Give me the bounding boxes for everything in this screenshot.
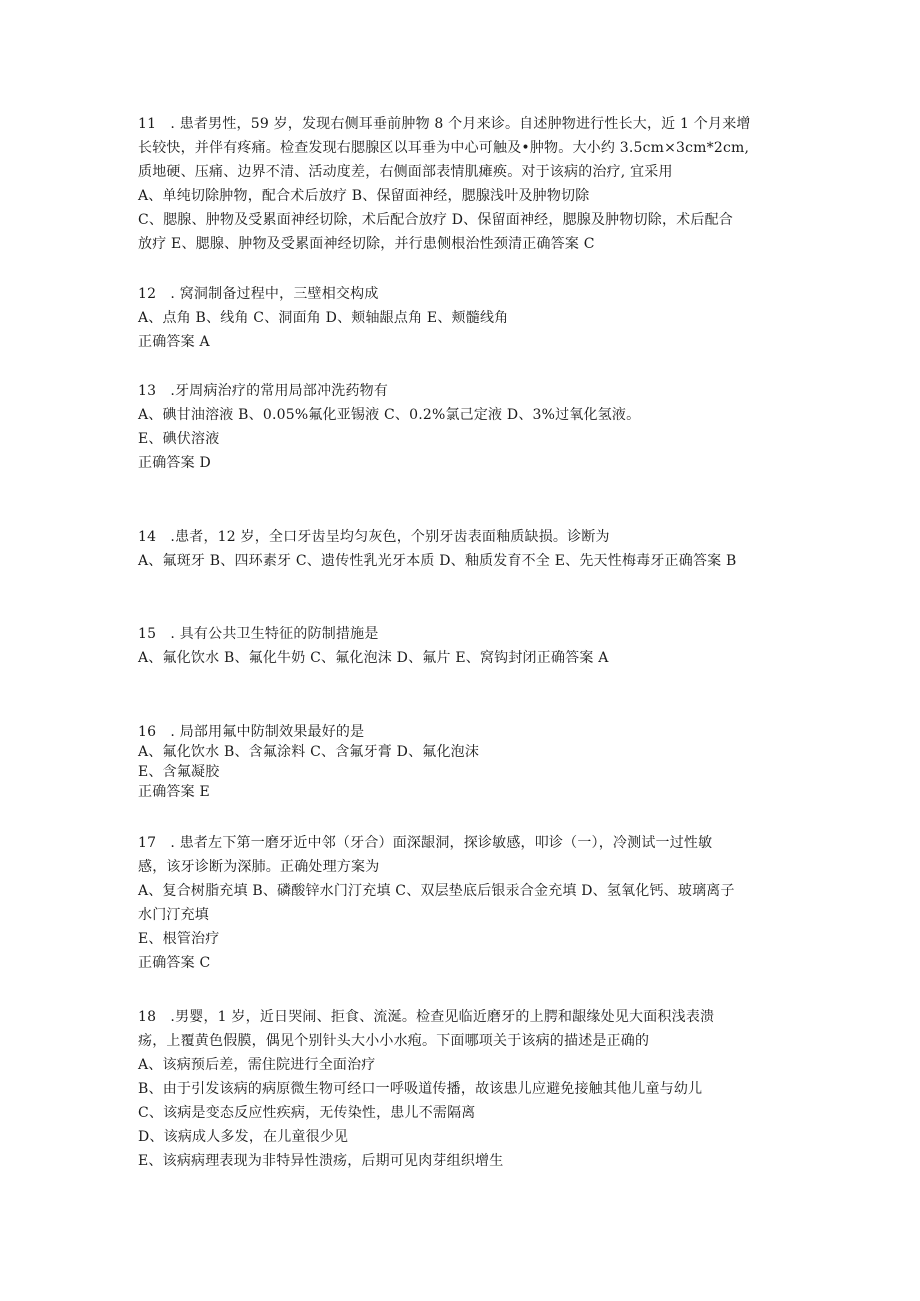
question-17	[138, 831, 798, 975]
question-16-options-line-1: A、氟化饮水 B、含氟涂料 C、含氟牙膏 D、氟化泡沫	[138, 744, 480, 760]
question-12-stem: 12 . 窝洞制备过程中，三壁相交构成	[138, 286, 379, 302]
question-13-answer: 正确答案 D	[138, 455, 211, 471]
question-13	[138, 379, 798, 475]
question-18-stem-line-1: 18 .男婴，1 岁，近日哭闹、拒食、流涎。检查见临近磨牙的上腭和龈缘处见大面积浅表溃	[138, 1009, 715, 1025]
question-16-stem: 16 . 局部用氟中防制效果最好的是	[138, 724, 365, 740]
question-11-stem-line-3: 质地硬、压痛、边界不清、活动度差，右侧面部表情肌瘫痪。对于该病的治疗, 宜采用	[138, 164, 673, 180]
question-18	[138, 1005, 798, 1173]
question-16-answer: 正确答案 E	[138, 784, 210, 800]
question-18-stem-line-2: 疡，上覆黄色假膜，偶见个别针头大小小水疱。下面哪项关于该病的描述是正确的	[138, 1033, 650, 1049]
question-18-option-c: C、该病是变态反应性疾病，无传染性，患儿不需隔离	[138, 1105, 476, 1121]
question-16	[138, 722, 798, 802]
question-11-stem-line-1: 11 . 患者男性，59 岁，发现右侧耳垂前肿物 8 个月来诊。自述肿物进行性长大，近 1 个月来增	[138, 116, 751, 132]
question-16-options-line-2: E、含氟凝胶	[138, 764, 220, 780]
question-18-option-a: A、该病预后差，需住院进行全面治疗	[138, 1057, 376, 1073]
question-17-stem-line-1: 17 . 患者左下第一磨牙近中邻（牙合）面深龈洞，探诊敏感，叩诊（一），冷测试一过性敏	[138, 835, 713, 851]
question-17-answer: 正确答案 C	[138, 955, 211, 971]
question-11	[138, 112, 798, 256]
question-15-options: A、氟化饮水 B、氟化牛奶 C、氟化泡沫 D、氟片 E、窝钩封闭正确答案 A	[138, 650, 609, 666]
question-12-answer: 正确答案 A	[138, 334, 210, 350]
question-14-options: A、氟斑牙 B、四环素牙 C、遗传性乳光牙本质 D、釉质发育不全 E、先天性梅毒牙正确答案 B	[138, 553, 737, 569]
question-18-option-d: D、该病成人多发，在儿童很少见	[138, 1129, 349, 1145]
question-11-options-line-3: 放疗 E、腮腺、肿物及受累面神经切除，并行患侧根治性颈清正确答案 C	[138, 236, 595, 252]
question-18-option-b: B、由于引发该病的病原微生物可经口一呼吸道传播，故该患儿应避免接触其他儿童与幼儿	[138, 1081, 703, 1097]
question-14	[138, 525, 798, 573]
question-11-options-line-2: C、腮腺、肿物及受累面神经切除，术后配合放疗 D、保留面神经，腮腺及肿物切除，术后配合	[138, 212, 733, 228]
question-18-option-e: E、该病病理表现为非特异性溃疡，后期可见肉芽组织增生	[138, 1153, 504, 1169]
question-17-options-line-3: E、根管治疗	[138, 931, 220, 947]
question-12	[138, 282, 798, 354]
question-13-options-line-2: E、碘伏溶液	[138, 431, 220, 447]
question-15-stem: 15 . 具有公共卫生特征的防制措施是	[138, 626, 379, 642]
question-13-stem: 13 .牙周病治疗的常用局部冲洗药物有	[138, 383, 389, 399]
question-13-options-line-1: A、碘甘油溶液 B、0.05%氟化亚锡液 C、0.2%氯己定液 D、3%过氧化氢液。	[138, 407, 641, 423]
question-15	[138, 622, 798, 670]
question-17-stem-line-2: 感，该牙诊断为深肺。正确处理方案为	[138, 859, 380, 875]
question-11-options-line-1: A、单纯切除肿物，配合术后放疗 B、保留面神经，腮腺浅叶及肿物切除	[138, 188, 590, 204]
question-12-options: A、点角 B、线角 C、洞面角 D、颊轴龈点角 E、颊髓线角	[138, 310, 509, 326]
question-14-stem: 14 .患者，12 岁，全口牙齿呈均匀灰色，个别牙齿表面釉质缺损。诊断为	[138, 529, 610, 545]
question-17-options-line-2: 水门汀充填	[138, 907, 209, 923]
question-11-stem-line-2: 长较快，并伴有疼痛。检查发现右腮腺区以耳垂为中心可触及•肿物。大小约 3.5cm×3cm*2cm,	[138, 140, 750, 156]
question-17-options-line-1: A、复合树脂充填 B、磷酸锌水门汀充填 C、双层垫底后银汞合金充填 D、氢氧化钙、玻璃离子	[138, 883, 735, 899]
